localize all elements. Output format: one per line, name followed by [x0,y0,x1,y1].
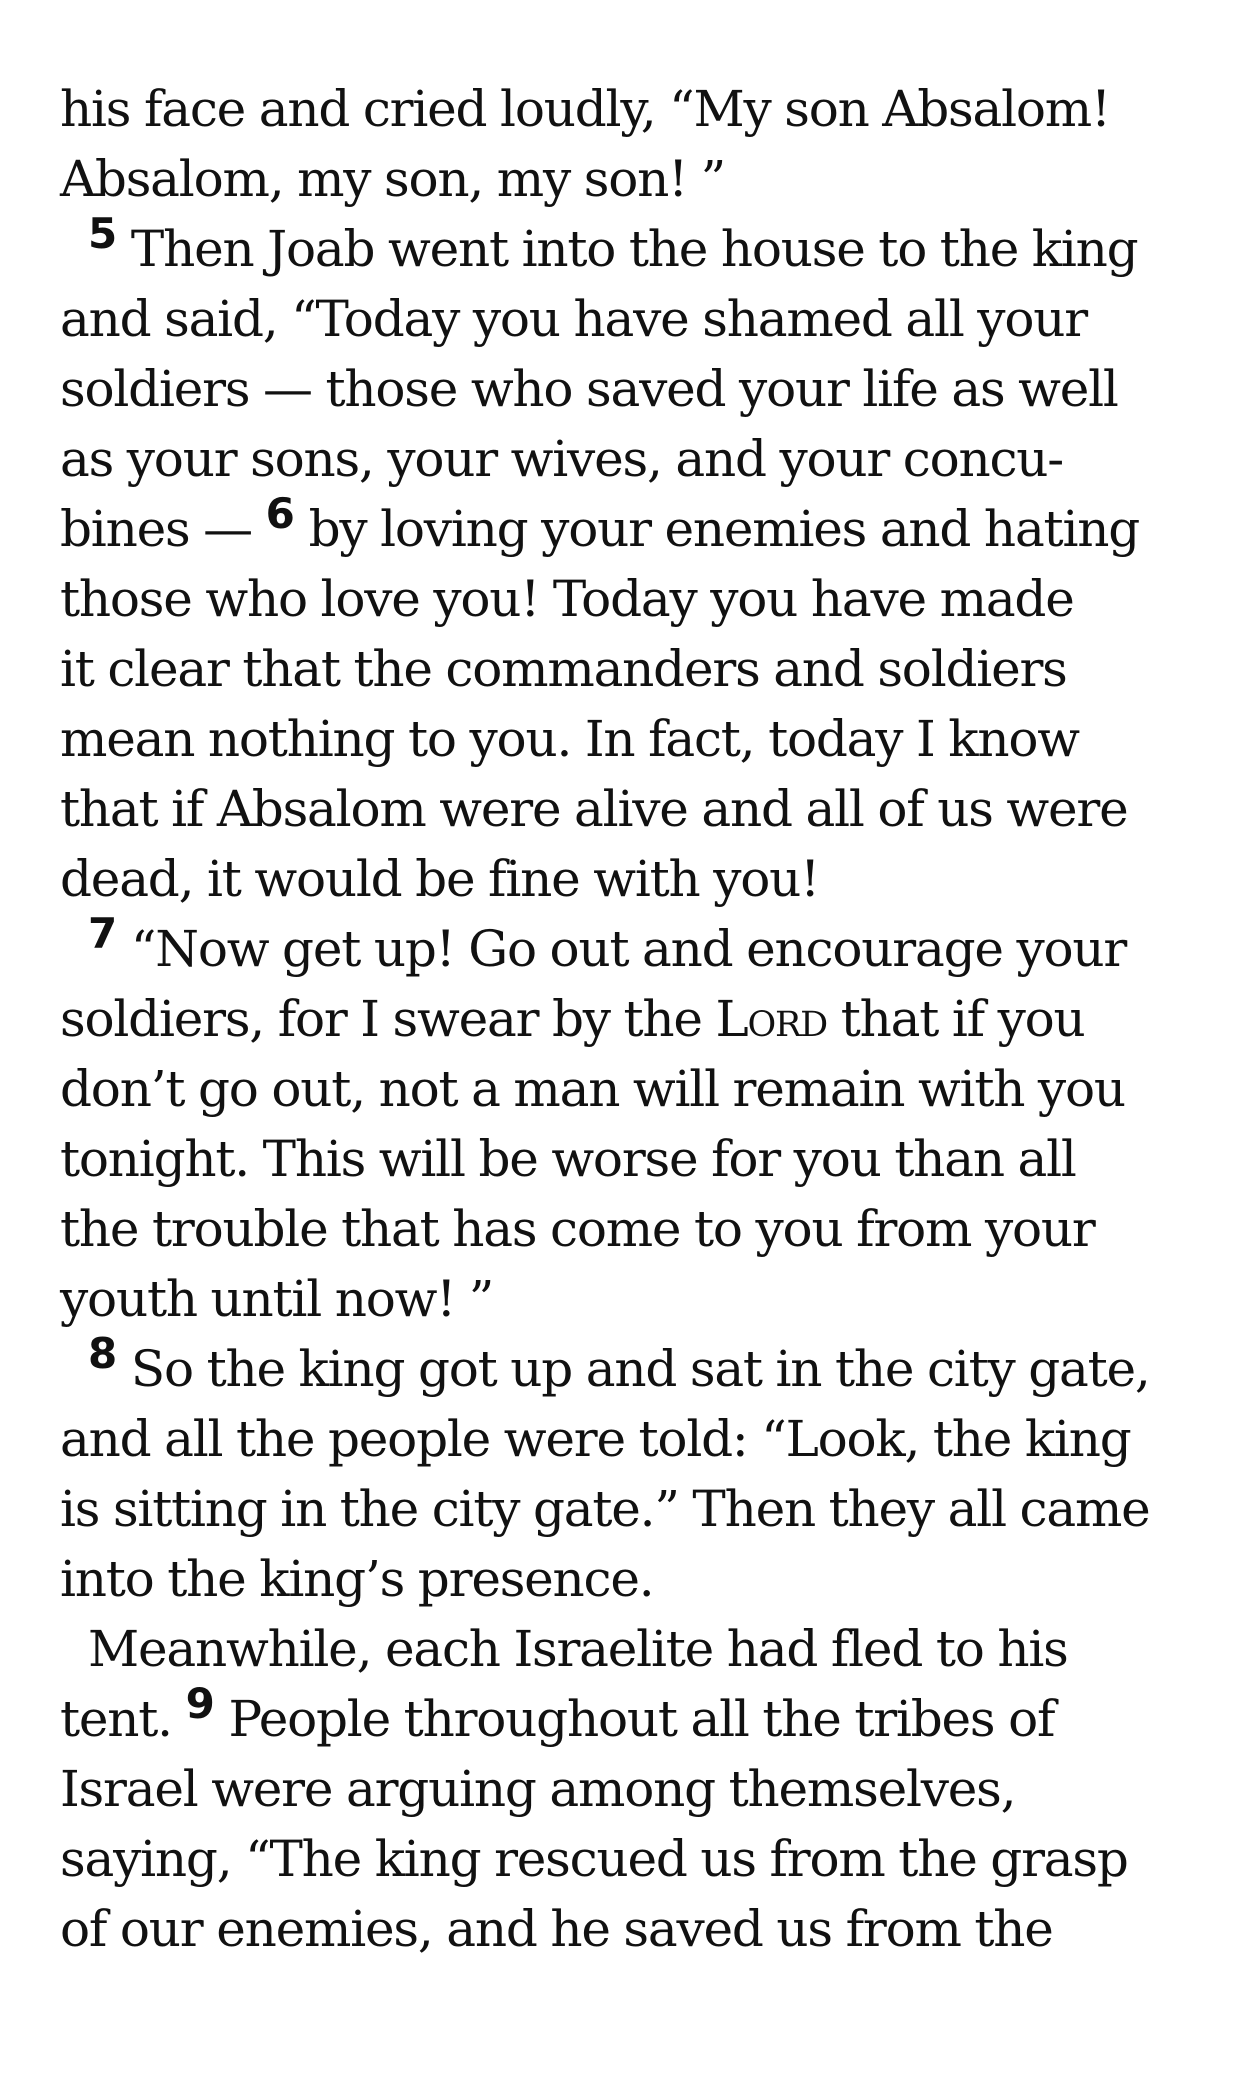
line-text: that if you [827,990,1085,1048]
verse-number: 5 [88,209,118,258]
verse-number: 7 [88,909,118,958]
line-text: that if Absalom were alive and all of us were [60,780,1128,838]
line-text: People throughout all the tribes of [214,1690,1055,1748]
text-line [60,984,1190,1054]
text-line [60,1474,1190,1544]
line-text: into the king’s presence. [60,1550,654,1608]
line-text: Meanwhile, each Israelite had fled to his [88,1620,1068,1678]
text-line [60,1194,1190,1264]
line-text: of our enemies, and he saved us from the [60,1900,1053,1958]
text-line [60,704,1190,774]
text-line [60,354,1190,424]
line-text: So the king got up and sat in the city gate, [117,1340,1150,1398]
line-text: dead, it would be fine with you! [60,850,820,908]
text-line [60,284,1190,354]
text-line [60,1754,1190,1824]
text-line [60,74,1190,144]
line-text: youth until now! ” [60,1270,494,1328]
line-text: bines — [60,500,266,558]
text-line [60,1404,1190,1474]
text-line [60,844,1190,914]
line-text: it clear that the commanders and soldiers [60,640,1067,698]
line-text: those who love you! Today you have made [60,570,1074,628]
line-text: his face and cried loudly, “My son Absalom! [60,80,1110,138]
line-text: Absalom, my son, my son! ” [60,150,726,208]
text-line [60,144,1190,214]
text-line [60,909,1190,984]
text-line [60,1894,1190,1964]
verse-number: 9 [185,1679,215,1728]
line-text: saying, “The king rescued us from the grasp [60,1830,1128,1888]
text-line [60,489,1190,564]
text-line [60,634,1190,704]
line-text: by loving your enemies and hating [294,500,1140,558]
verse-number: 6 [265,489,295,538]
text-line [60,1264,1190,1334]
line-text: soldiers — those who saved your life as well [60,360,1118,418]
line-text: is sitting in the city gate.” Then they all came [60,1480,1150,1538]
divine-name: Lord [715,990,828,1048]
text-line [60,1329,1190,1404]
line-text: mean nothing to you. In fact, today I know [60,710,1079,768]
text-line [60,1824,1190,1894]
line-text: tent. [60,1690,186,1748]
line-text: Then Joab went into the house to the king [117,220,1138,278]
text-line [60,564,1190,634]
text-line [60,424,1190,494]
verse-number: 8 [88,1329,118,1378]
text-line [60,1054,1190,1124]
line-text: and all the people were told: “Look, the king [60,1410,1131,1468]
text-line [60,1679,1190,1754]
line-text: don’t go out, not a man will remain with you [60,1060,1125,1118]
text-line [60,1124,1190,1194]
scripture-text [60,74,1190,1964]
line-text: “Now get up! Go out and encourage your [117,920,1127,978]
line-text: tonight. This will be worse for you than all [60,1130,1076,1188]
text-line [60,774,1190,844]
text-line [60,1614,1190,1684]
line-text: the trouble that has come to you from your [60,1200,1095,1258]
line-text: soldiers, for I swear by the [60,990,716,1048]
text-line [60,209,1190,284]
line-text: as your sons, your wives, and your concu- [60,430,1064,488]
line-text: Israel were arguing among themselves, [60,1760,1016,1818]
line-text: and said, “Today you have shamed all your [60,290,1087,348]
text-line [60,1544,1190,1614]
